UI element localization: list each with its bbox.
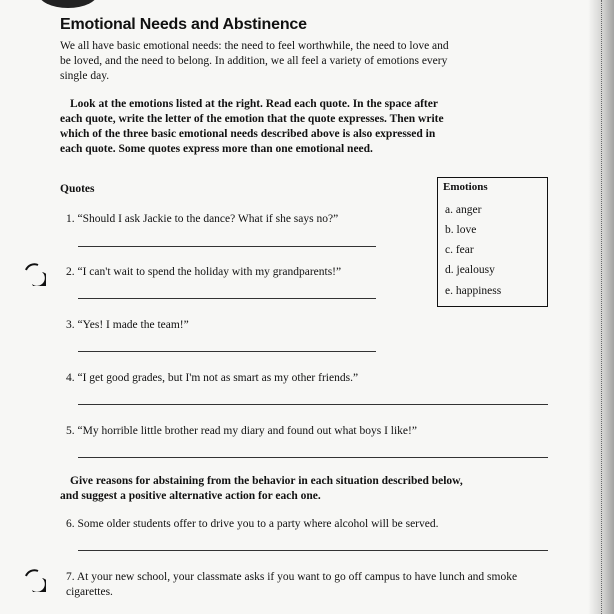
emotion-item: d. jealousy	[445, 264, 495, 276]
worksheet-title: Emotional Needs and Abstinence	[60, 16, 307, 33]
answer-line[interactable]	[78, 298, 376, 299]
intro-paragraph: We all have basic emotional needs: the need to feel worthwhile, the need to love and be loved, and the need to belong. In addition, we all feel a variety of emotions every single day.	[60, 40, 449, 82]
quote-item: 4. “I get good grades, but I'm not as smart as my other friends.”	[66, 372, 359, 384]
emotion-item: a. anger	[445, 204, 482, 216]
binder-hole-icon	[22, 262, 46, 286]
answer-line[interactable]	[78, 550, 548, 551]
reasons-instructions: Give reasons for abstaining from the behavior in each situation described below, and suggest a positive alternative action for each one.	[60, 475, 463, 502]
emotion-item: b. love	[445, 224, 477, 236]
answer-line[interactable]	[78, 351, 376, 352]
answer-line[interactable]	[78, 404, 548, 405]
situation-item: 7. At your new school, your classmate asks if you want to go off campus to have lunch and smoke cigarettes.	[66, 571, 518, 598]
emotions-heading: Emotions	[443, 181, 488, 193]
quote-item: 2. “I can't wait to spend the holiday with my grandparents!”	[66, 266, 342, 278]
instructions-paragraph: Look at the emotions listed at the right. Read each quote. In the space after each quote, write the letter of the emotion that the quote expresses. Then write which of the three basic emotional needs described above is also expressed in each quote. Some quotes express more than one emotional need.	[60, 98, 444, 155]
top-cropped-text	[110, 0, 310, 5]
emotions-box	[437, 177, 548, 307]
emotion-item: e. happiness	[445, 285, 502, 297]
answer-line[interactable]	[78, 246, 376, 247]
binder-hole-icon	[22, 568, 46, 592]
quote-item: 3. “Yes! I made the team!”	[66, 319, 189, 331]
quote-item: 5. “My horrible little brother read my diary and found out what boys I like!”	[66, 425, 417, 437]
quotes-heading: Quotes	[60, 183, 95, 195]
quote-item: 1. “Should I ask Jackie to the dance? What if she says no?”	[66, 213, 339, 225]
page-edge-line	[601, 0, 604, 614]
top-dark-blot	[38, 0, 98, 8]
situation-item: 6. Some older students offer to drive you to a party where alcohol will be served.	[66, 518, 439, 530]
answer-line[interactable]	[78, 457, 548, 458]
emotion-item: c. fear	[445, 244, 474, 256]
